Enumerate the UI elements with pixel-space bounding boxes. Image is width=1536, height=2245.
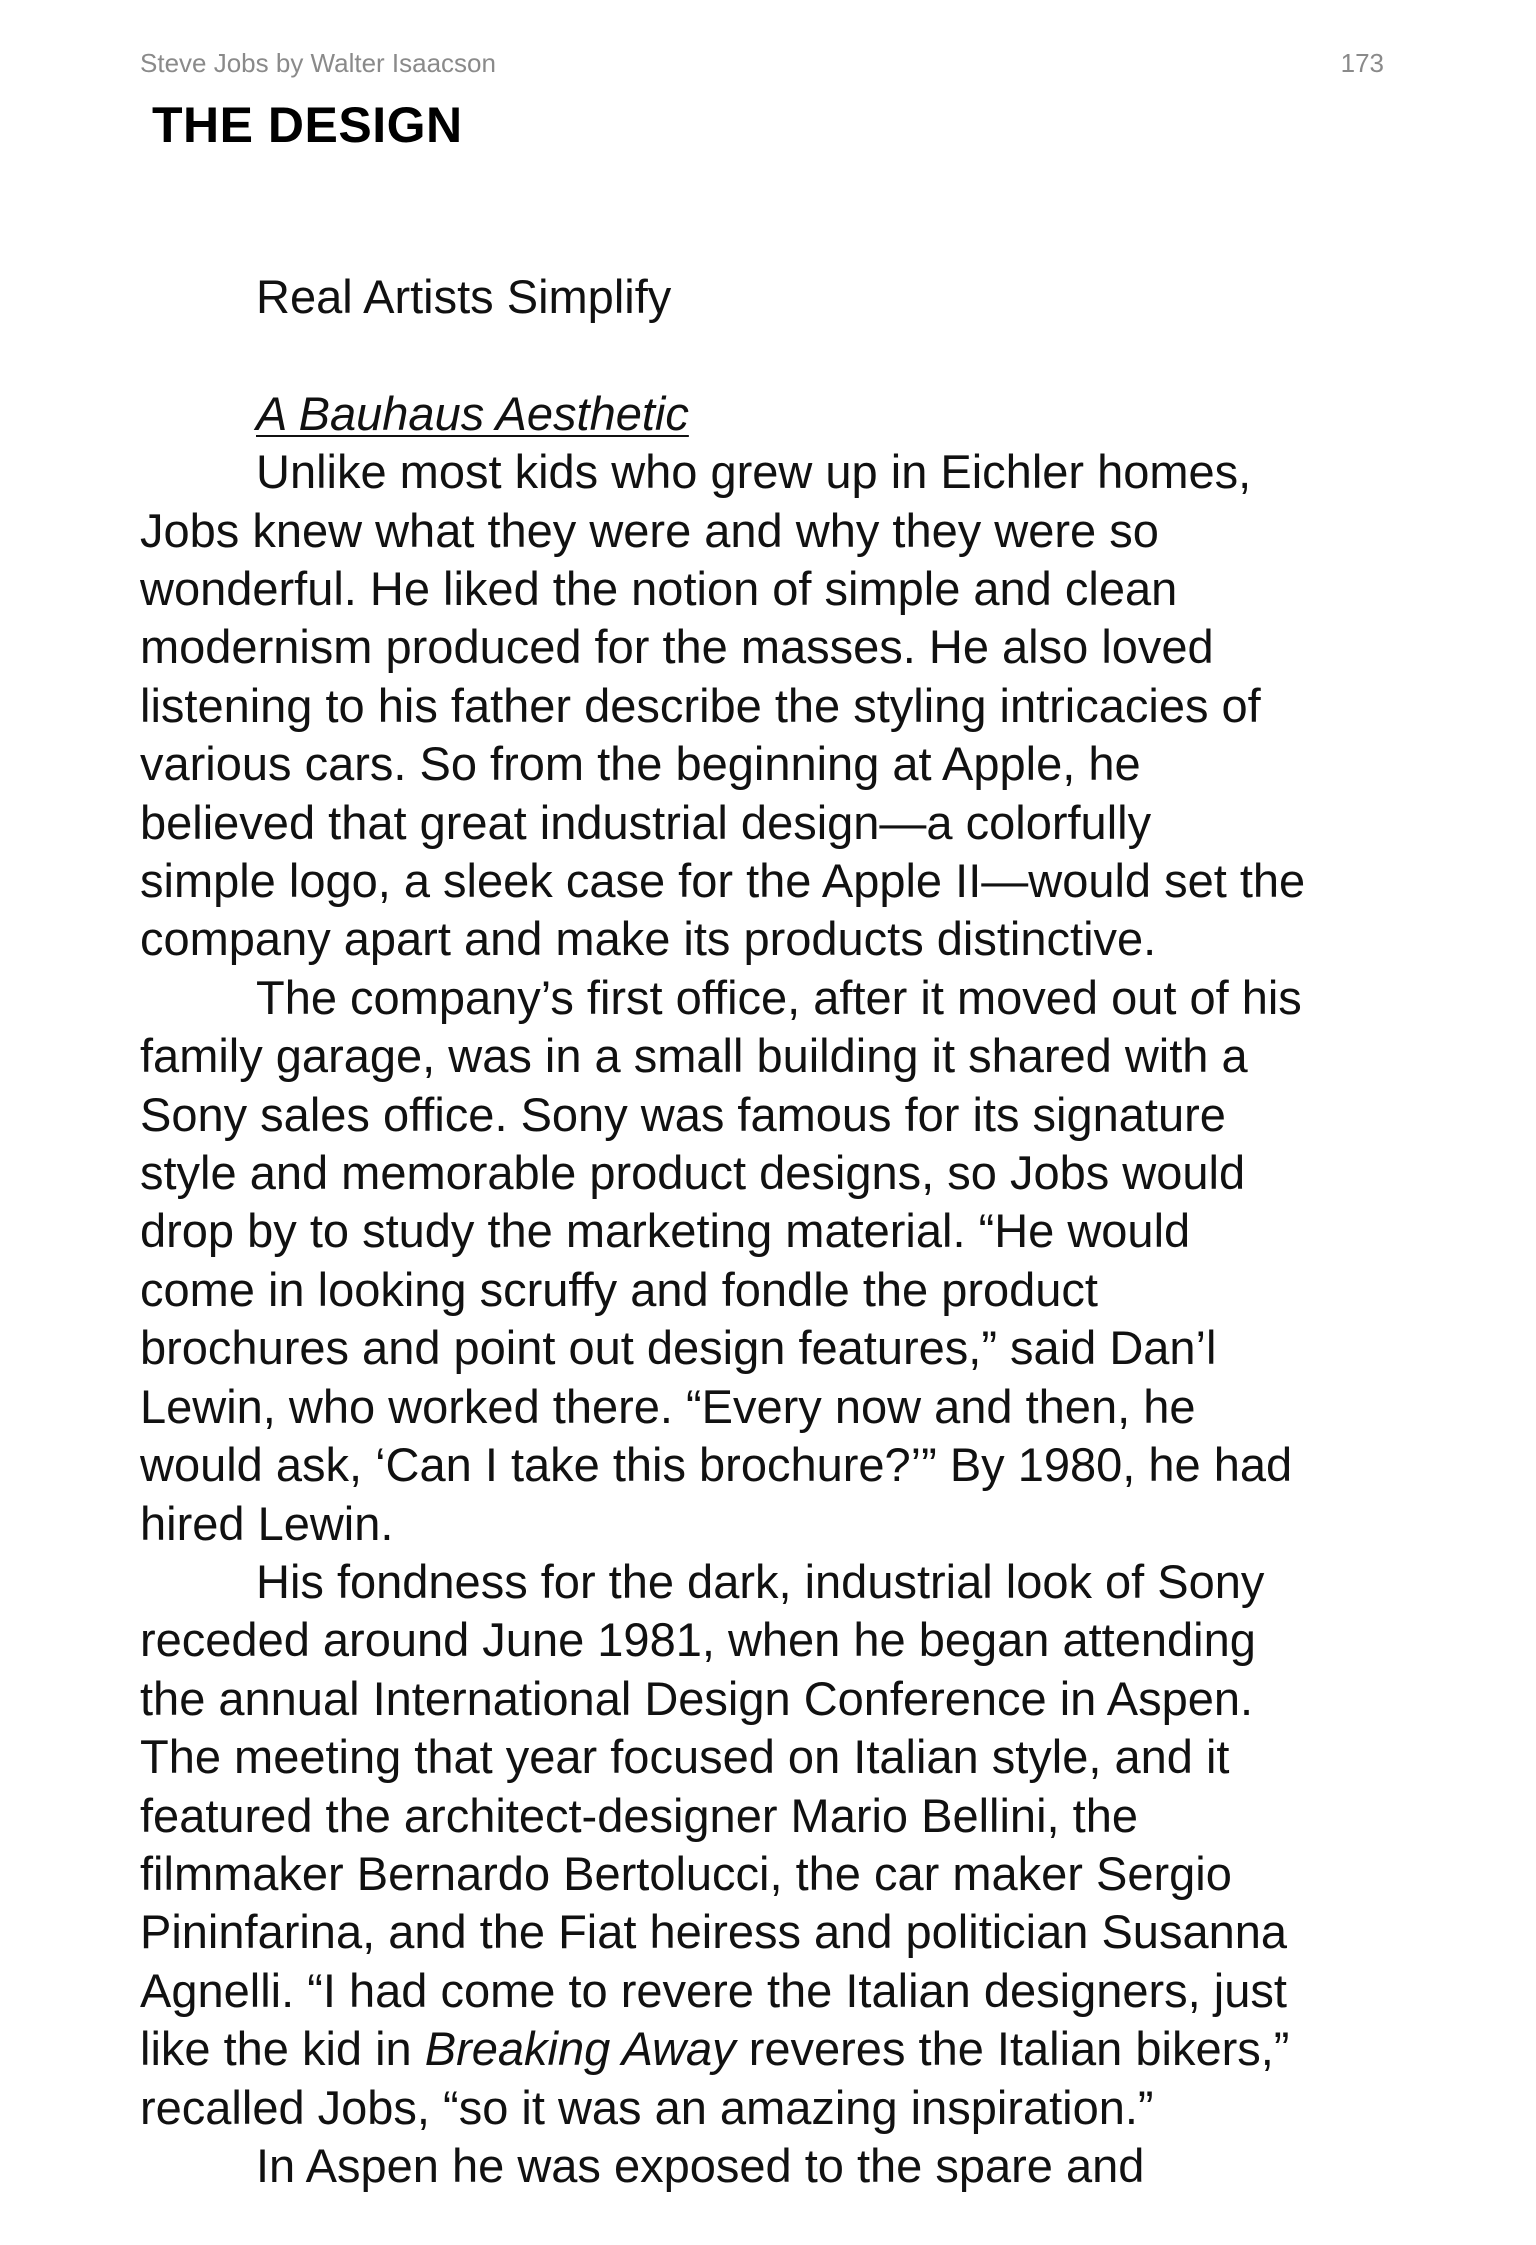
chapter-title: THE DESIGN <box>152 97 463 153</box>
text-line: Sony sales office. Sony was famous for its signature <box>140 1087 1226 1141</box>
text-line: Unlike most kids who grew up in Eichler homes, <box>256 445 1252 499</box>
text-line: hired Lewin. <box>140 1496 394 1550</box>
text-line <box>140 2020 1400 2078</box>
body-text <box>140 268 1400 2195</box>
text-line: family garage, was in a small building it shared with a <box>140 1029 1248 1083</box>
text-line: featured the architect-designer Mario Bellini, the <box>140 1788 1138 1842</box>
text-line: In Aspen he was exposed to the spare and <box>256 2138 1145 2192</box>
text-line: Agnelli. “I had come to revere the Italian designers, just <box>140 1963 1287 2017</box>
text-line: listening to his father describe the styling intricacies of <box>140 678 1261 732</box>
text-line: The meeting that year focused on Italian style, and it <box>140 1730 1230 1784</box>
page-number: 173 <box>1340 48 1384 78</box>
text-line: company apart and make its products distinctive. <box>140 912 1157 966</box>
text-line: wonderful. He liked the notion of simple and clean <box>140 562 1178 616</box>
text-line: recalled Jobs, “so it was an amazing inspiration.” <box>140 2080 1154 2134</box>
text-line: The company’s first office, after it moved out of his <box>256 970 1302 1024</box>
blank-line <box>140 326 1400 384</box>
film-title: Breaking Away <box>424 2022 736 2076</box>
text-line: drop by to study the marketing material. “He would <box>140 1204 1191 1258</box>
running-title: Steve Jobs by Walter Isaacson <box>140 48 496 78</box>
text-line: Lewin, who worked there. “Every now and then, he <box>140 1379 1196 1433</box>
text-line: style and memorable product designs, so Jobs would <box>140 1146 1246 1200</box>
text-run: like the kid in <box>140 2022 425 2076</box>
text-line: filmmaker Bernardo Bertolucci, the car maker Sergio <box>140 1846 1232 1900</box>
running-header <box>140 48 1384 82</box>
text-line: would ask, ‘Can I take this brochure?’” By 1980, he had <box>140 1438 1293 1492</box>
text-line: the annual International Design Conference in Aspen. <box>140 1671 1254 1725</box>
text-line: Jobs knew what they were and why they were so <box>140 503 1159 557</box>
text-line: His fondness for the dark, industrial look of Sony <box>256 1554 1265 1608</box>
text-line: modernism produced for the masses. He also loved <box>140 620 1214 674</box>
text-line: receded around June 1981, when he began attending <box>140 1613 1256 1667</box>
part-title: Real Artists Simplify <box>256 270 672 323</box>
section-title: A Bauhaus Aesthetic <box>256 386 689 440</box>
text-line: believed that great industrial design—a colorfully <box>140 795 1152 849</box>
text-line: various cars. So from the beginning at Apple, he <box>140 737 1141 791</box>
text-line: simple logo, a sleek case for the Apple II—would set the <box>140 854 1306 908</box>
text-line: brochures and point out design features,” said Dan’l <box>140 1321 1217 1375</box>
text-run: reveres the Italian bikers,” <box>735 2022 1290 2076</box>
text-line: Pininfarina, and the Fiat heiress and politician Susanna <box>140 1905 1288 1959</box>
text-line: come in looking scruffy and fondle the product <box>140 1262 1098 1316</box>
